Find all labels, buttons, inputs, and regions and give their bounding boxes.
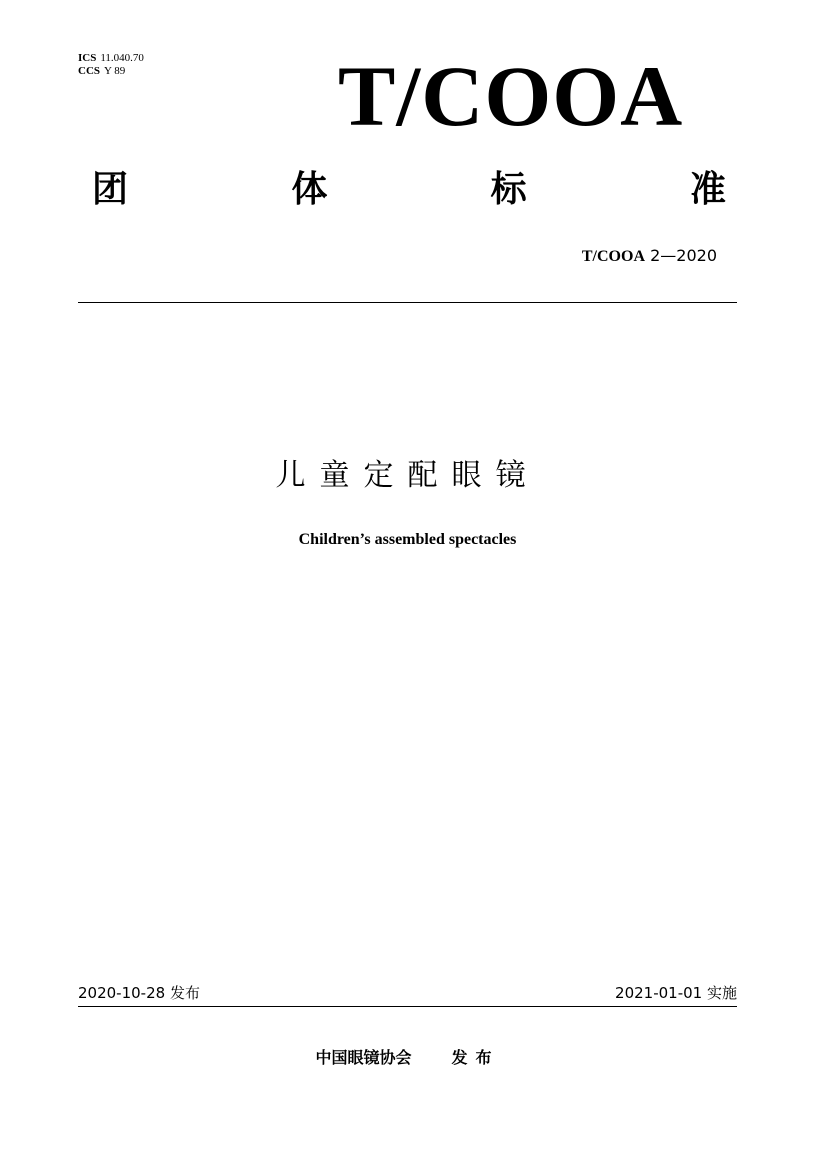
publish-date: 2020-10-28 发布 — [78, 984, 200, 1002]
implement-date: 2021-01-01 实施 — [615, 984, 737, 1002]
standard-code: T/COOA — [581, 248, 645, 265]
classification-codes — [78, 52, 144, 78]
ics-code — [78, 52, 144, 65]
ccs-code — [78, 65, 144, 78]
bottom-divider — [78, 1006, 737, 1007]
brand-logo-text: T/COOA — [338, 48, 684, 144]
standard-number — [582, 246, 717, 267]
ics-label: ICS — [78, 52, 97, 64]
category-char: 团 — [92, 169, 129, 210]
ccs-value: Y 89 — [104, 65, 126, 77]
publisher-line — [0, 1048, 815, 1068]
document-title-chinese: 儿童定配眼镜 — [275, 458, 540, 493]
top-divider — [78, 302, 737, 303]
category-char: 标 — [490, 169, 527, 210]
category-char: 体 — [291, 169, 328, 210]
standard-category — [92, 168, 726, 212]
category-char: 准 — [689, 169, 726, 210]
publisher-name: 中国眼镜协会 — [315, 1048, 412, 1067]
document-title-english: Children’s assembled spectacles — [298, 531, 517, 548]
ccs-label: CCS — [78, 65, 101, 77]
ics-value: 11.040.70 — [100, 52, 144, 64]
publisher-action: 发布 — [451, 1048, 500, 1067]
standard-number-value: 2—2020 — [650, 246, 717, 265]
